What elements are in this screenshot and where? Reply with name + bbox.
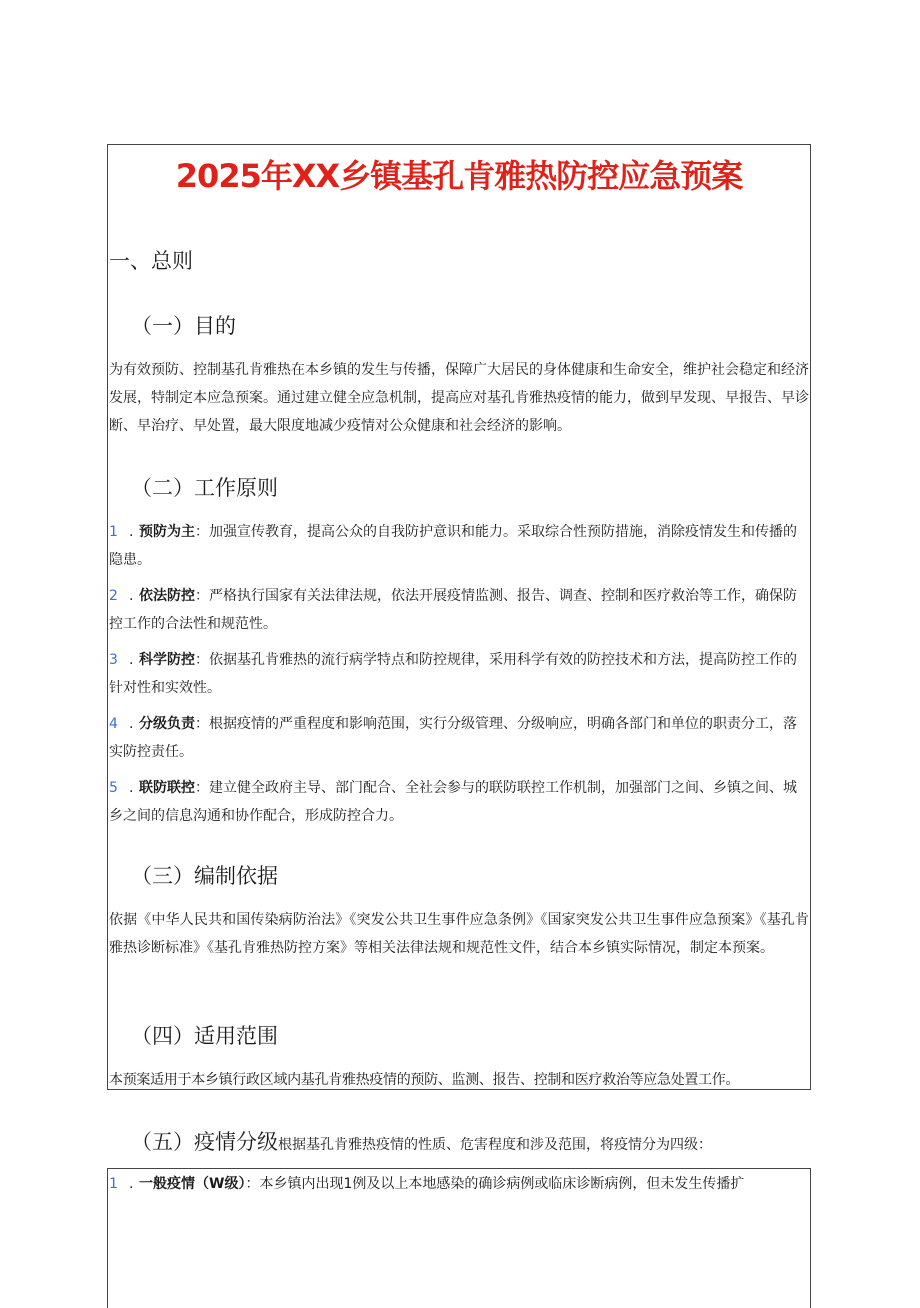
item-keyword: 联防联控 [139, 780, 195, 796]
item-keyword: 依法防控 [139, 588, 195, 604]
item-dot: . [129, 1176, 134, 1192]
item-keyword: 预防为主 [139, 524, 195, 540]
principle-item [109, 646, 809, 702]
section-heading-general: 一、总则 [109, 249, 193, 273]
item-number: 3 [109, 652, 118, 668]
item-text: ：严格执行国家有关法律法规，依法开展疫情监测、报告、调查、控制和医疗救治等工作，确保防控工作的合法性和规范性。 [109, 588, 797, 632]
subsection-heading-scope: （四）适用范围 [131, 1024, 278, 1048]
basis-paragraph: 依据《中华人民共和国传染病防治法》《突发公共卫生事件应急条例》《国家突发公共卫生事件应急预案》《基孔肯雅热诊断标准》《基孔肯雅热防控方案》等相关法律法规和规范性文件，结合本乡镇实际情况，制定本预案。 [109, 912, 809, 956]
subsection-grading [131, 1127, 712, 1160]
principle-item [109, 518, 809, 574]
item-number: 4 [109, 716, 118, 732]
item-keyword: 科学防控 [139, 652, 195, 668]
item-number: 1 [109, 524, 118, 540]
scope-paragraph: 本预案适用于本乡镇行政区域内基孔肯雅热疫情的预防、监测、报告、控制和医疗救治等应急处置工作。 [109, 1072, 740, 1088]
item-number: 2 [109, 588, 118, 604]
item-dot: . [129, 524, 134, 540]
document-title: 2025年XX乡镇基孔肯雅热防控应急预案 [175, 157, 743, 195]
subsection-heading-principles: （二）工作原则 [131, 476, 278, 500]
grading-intro: 根据基孔肯雅热疫情的性质、危害程度和涉及范围，将疫情分为四级： [278, 1137, 712, 1153]
item-text: ：本乡镇内出现1例及以上本地感染的确诊病例或临床诊断病例，但未发生传播扩 [245, 1176, 745, 1192]
item-keyword: 分级负责 [139, 716, 195, 732]
subsection-heading-purpose: （一）目的 [131, 314, 236, 338]
item-text: ：根据疫情的严重程度和影响范围，实行分级管理、分级响应，明确各部门和单位的职责分工，落实防控责任。 [109, 716, 797, 760]
purpose-paragraph: 为有效预防、控制基孔肯雅热在本乡镇的发生与传播，保障广大居民的身体健康和生命安全，维护社会稳定和经济发展，特制定本应急预案。通过建立健全应急机制，提高应对基孔肯雅热疫情的能力，做到早发现、早报告、早诊断、早治疗、早处置，最大限度地减少疫情对公众健康和社会经济的影响。 [109, 362, 809, 434]
item-dot: . [129, 652, 134, 668]
item-text: ：建立健全政府主导、部门配合、全社会参与的联防联控工作机制，加强部门之间、乡镇之间、城乡之间的信息沟通和协作配合，形成防控合力。 [109, 780, 797, 824]
item-dot: . [129, 780, 134, 796]
principle-item [109, 582, 809, 638]
principle-item [109, 774, 809, 830]
item-text: ：依据基孔肯雅热的流行病学特点和防控规律，采用科学有效的防控技术和方法，提高防控工作的针对性和实效性。 [109, 652, 797, 696]
item-dot: . [129, 716, 134, 732]
item-text: ：加强宣传教育，提高公众的自我防护意识和能力。采取综合性预防措施，消除疫情发生和传播的隐患。 [109, 524, 797, 568]
subsection-heading-grading: （五）疫情分级 [131, 1130, 278, 1154]
subsection-heading-basis: （三）编制依据 [131, 864, 278, 888]
item-keyword: 一般疫情（W级） [139, 1176, 246, 1192]
principle-item [109, 710, 809, 766]
grading-item [109, 1170, 809, 1198]
item-number: 5 [109, 780, 118, 796]
item-dot: . [129, 588, 134, 604]
item-number: 1 [109, 1176, 118, 1192]
